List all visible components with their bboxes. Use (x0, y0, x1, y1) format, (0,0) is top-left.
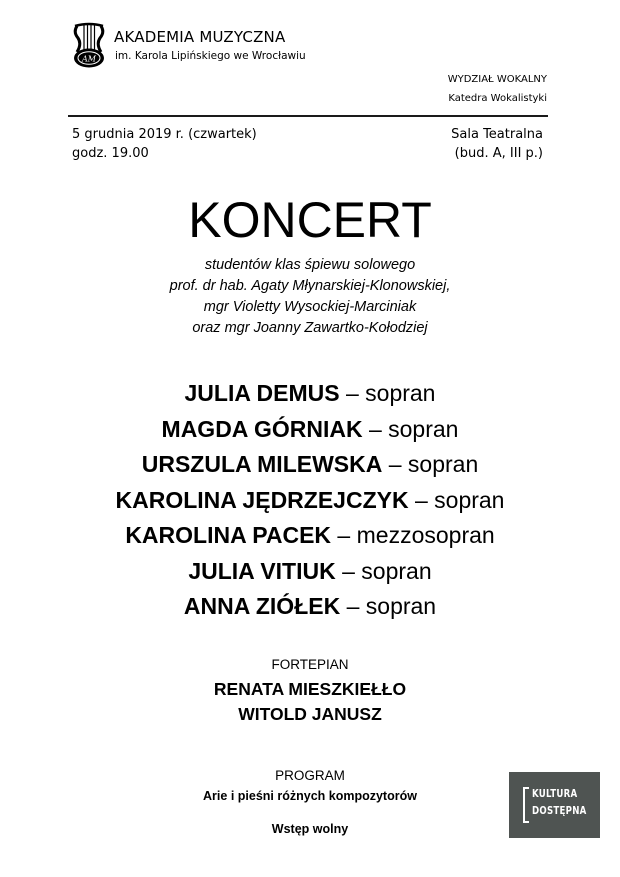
subtitle-block (0, 255, 620, 339)
program-text: Arie i pieśni różnych kompozytorów (203, 789, 417, 803)
performer-voice: – sopran (335, 557, 432, 584)
event-venue: Sala Teatralna (451, 127, 543, 142)
performer-item (0, 376, 620, 412)
subtitle-line: studentów klas śpiewu solowego (204, 257, 416, 273)
performer-name: ANNA ZIÓŁEK (183, 593, 341, 619)
performer-voice: – sopran (362, 415, 459, 442)
svg-text:AM: AM (82, 54, 96, 64)
performer-item (0, 589, 620, 625)
pianist-name: RENATA MIESZKIEŁŁO (213, 679, 407, 699)
event-date: 5 grudnia 2019 r. (czwartek) (72, 127, 257, 142)
performer-name: KAROLINA JĘDRZEJCZYK (115, 486, 409, 513)
department-name: WYDZIAŁ WOKALNY (447, 74, 547, 85)
pianists-list (0, 677, 620, 727)
pianist-name: WITOLD JANUSZ (238, 704, 382, 724)
performer-voice: – sopran (408, 486, 505, 513)
venue-block (451, 125, 543, 163)
entry-info: Wstęp wolny (271, 822, 349, 836)
chair-name: Katedra Wokalistyki (448, 93, 547, 104)
performer-item (0, 518, 620, 554)
performer-voice: – sopran (382, 451, 479, 477)
performer-item (0, 483, 620, 519)
performer-item (0, 554, 620, 590)
piano-label: FORTEPIAN (271, 657, 349, 672)
date-block (72, 125, 257, 163)
event-venue-detail: (bud. A, III p.) (454, 146, 543, 161)
performer-name: URSZULA MILEWSKA (141, 451, 383, 477)
kultura-dostepna-badge (509, 772, 600, 838)
subtitle-line: mgr Violetty Wysockiej-Marciniak (203, 299, 417, 315)
lyre-icon (72, 22, 106, 68)
performer-name: JULIA VITIUK (188, 557, 336, 584)
performer-name: KAROLINA PACEK (125, 522, 332, 548)
event-time: godz. 19.00 (72, 146, 149, 161)
bracket-icon (523, 787, 529, 823)
performer-item (0, 412, 620, 448)
performer-name: JULIA DEMUS (184, 380, 340, 406)
header-divider (68, 115, 548, 117)
performers-list (0, 376, 620, 625)
subtitle-line: oraz mgr Joanny Zawartko-Kołodziej (192, 320, 428, 336)
page-title: KONCERT (188, 192, 432, 248)
performer-name: MAGDA GÓRNIAK (161, 415, 363, 442)
performer-voice: – sopran (340, 593, 437, 619)
performer-item (0, 447, 620, 483)
performer-voice: – mezzosopran (331, 522, 495, 548)
department-block (448, 70, 547, 108)
badge-line-2: DOSTĘPNA (532, 805, 587, 817)
performer-voice: – sopran (339, 380, 436, 406)
academy-name: AKADEMIA MUZYCZNA (114, 28, 286, 46)
subtitle-line: prof. dr hab. Agaty Młynarskiej-Klonowskiej, (169, 278, 451, 294)
program-label: PROGRAM (275, 768, 345, 783)
badge-line-1: KULTURA (532, 788, 578, 800)
academy-subtitle: im. Karola Lipińskiego we Wrocławiu (115, 50, 306, 62)
